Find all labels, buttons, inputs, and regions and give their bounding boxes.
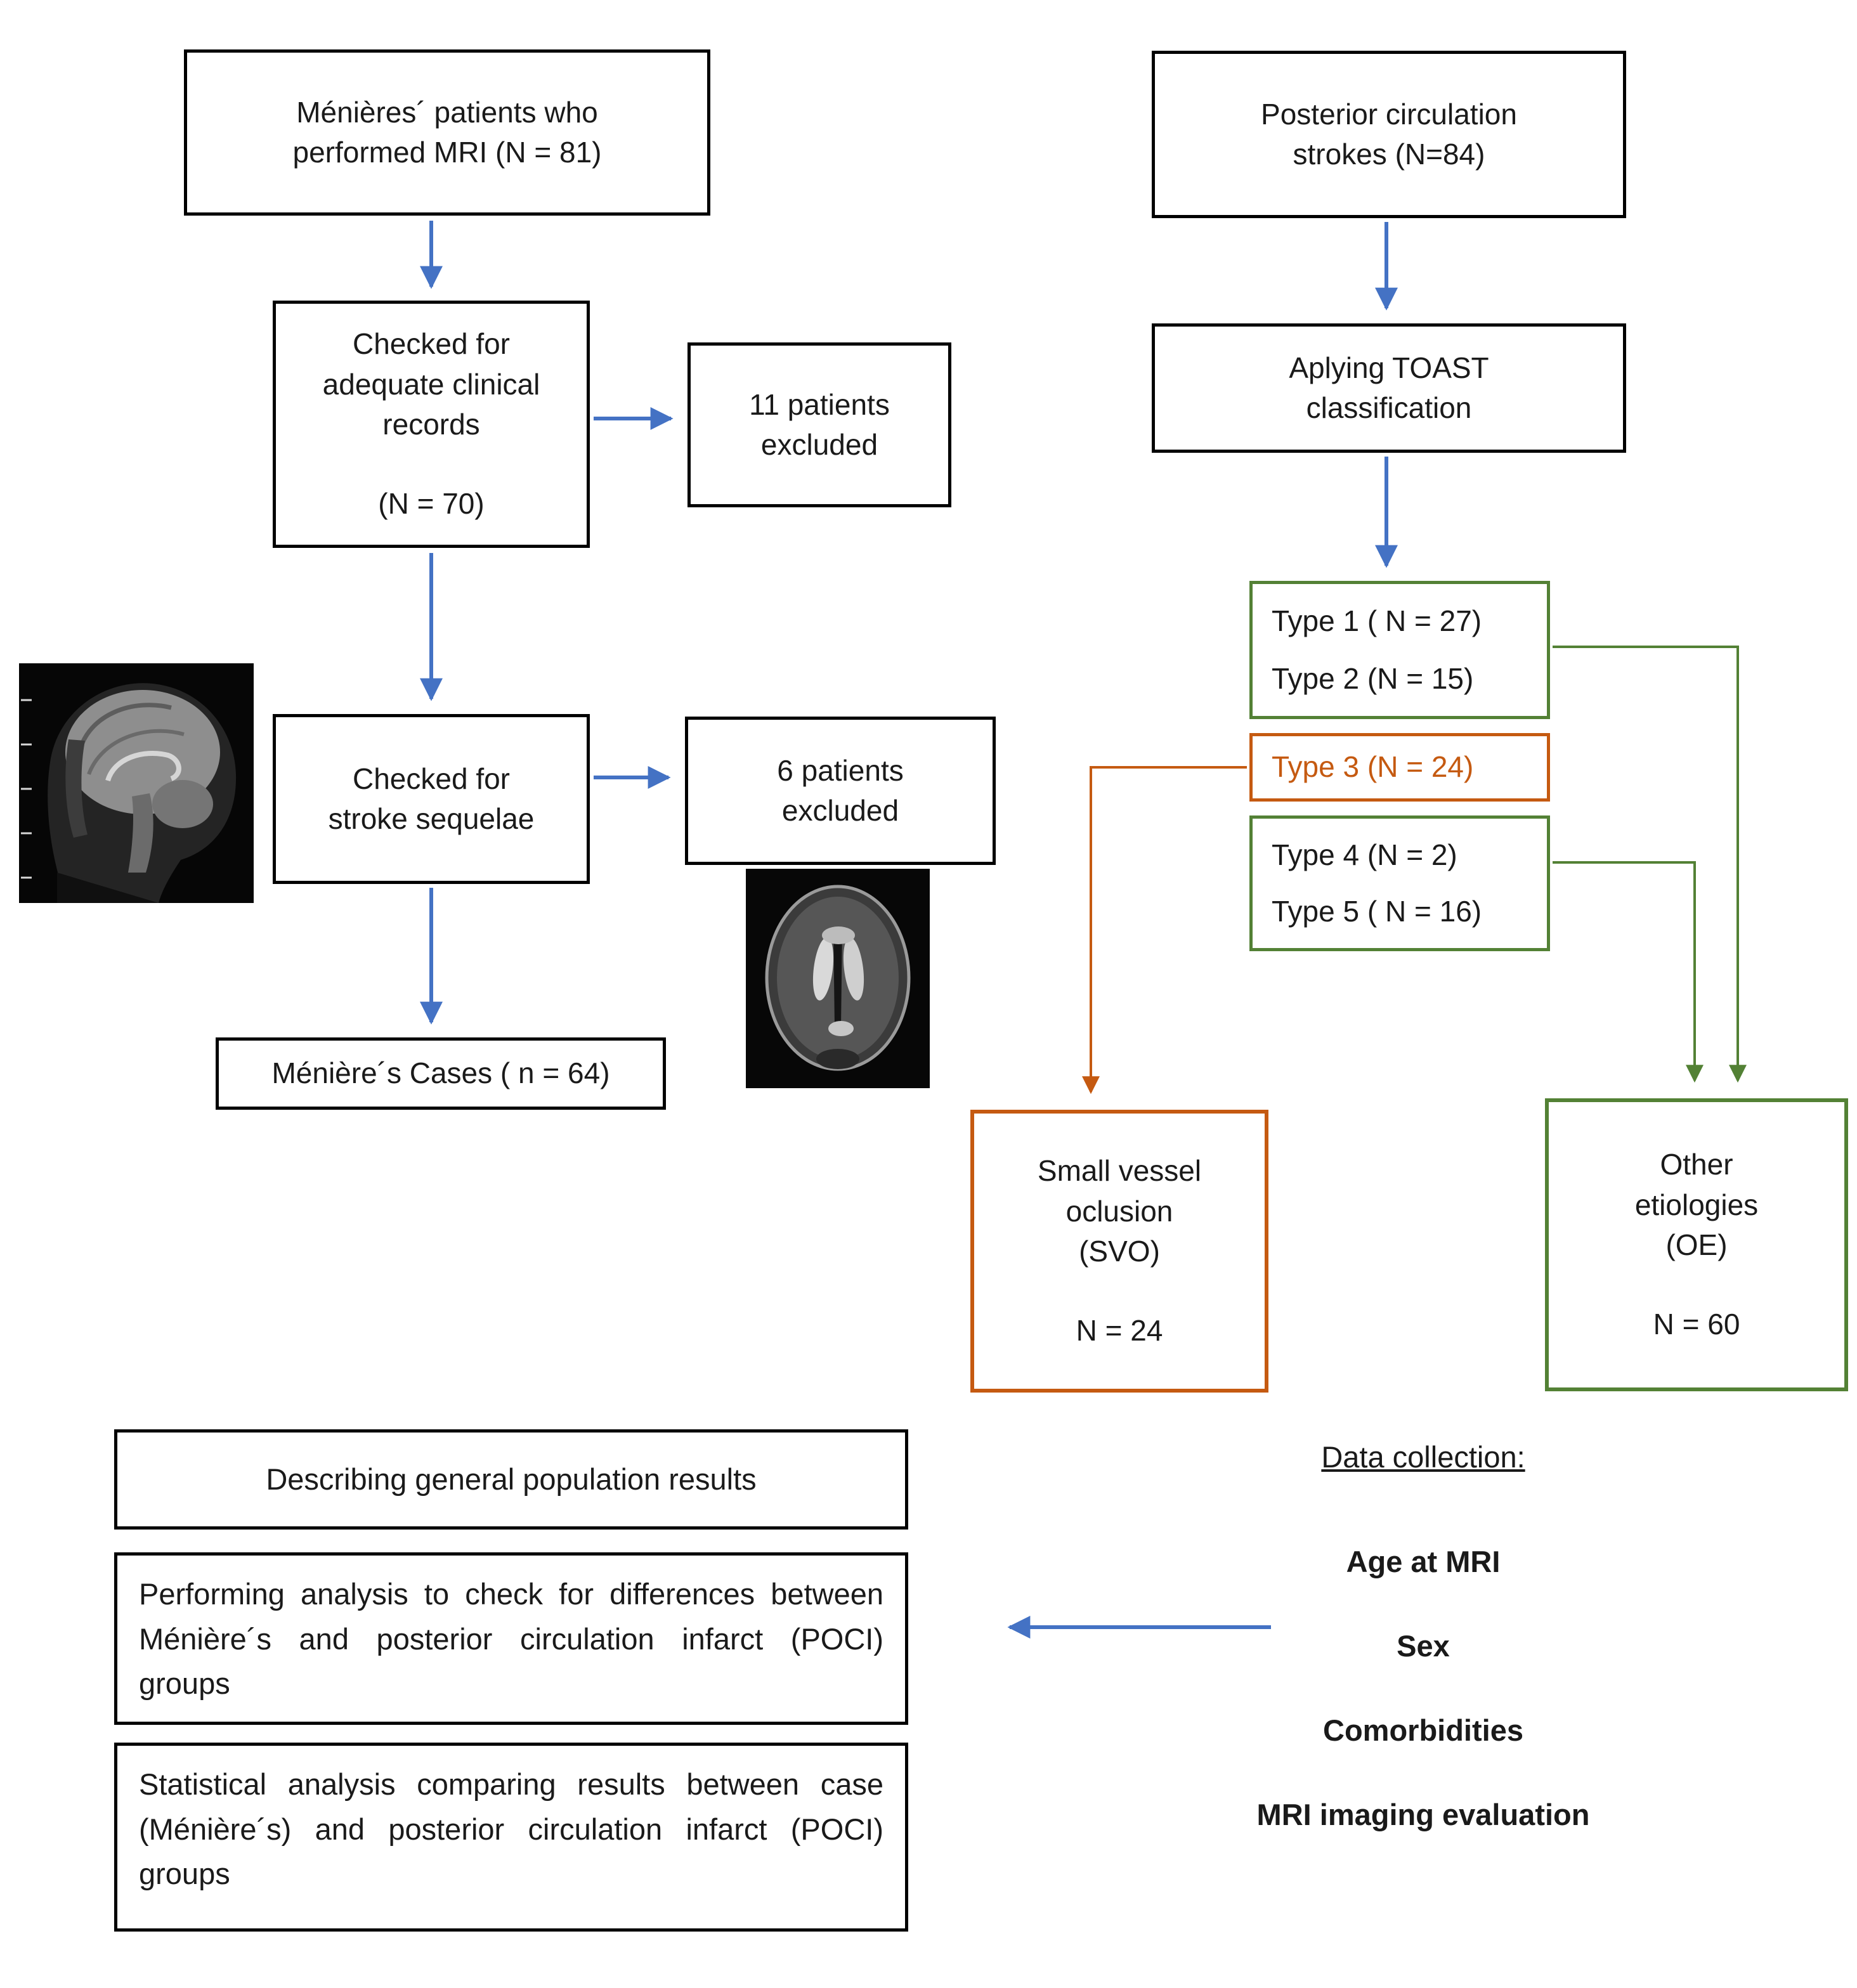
box-meniere-patients-label: Ménières´ patients who performed MRI (N = 81) (292, 95, 602, 169)
oe-line-1: Other (1660, 1148, 1733, 1181)
connector-type12-to-oe (1553, 647, 1738, 1081)
type-5-label: Type 5 ( N = 16) (1272, 894, 1482, 928)
box-meniere-patients (184, 49, 710, 216)
type-4-label: Type 4 (N = 2) (1272, 838, 1457, 871)
data-collection-item-age: Age at MRI (1346, 1545, 1501, 1578)
connector-type45-to-oe (1553, 862, 1695, 1081)
box-type-3 (1249, 733, 1550, 802)
data-collection-item-mri: MRI imaging evaluation (1256, 1798, 1590, 1831)
box-toast-classification (1152, 323, 1626, 453)
box-excluded-6-label: 6 patients excluded (777, 753, 904, 827)
box-meniere-cases-label: Ménière´s Cases ( n = 64) (271, 1056, 610, 1090)
axial-mri-image (746, 869, 930, 1088)
type-2-label: Type 2 (N = 15) (1272, 661, 1474, 695)
box-stroke-sequelae (273, 714, 590, 884)
box-statistical-analysis (114, 1743, 908, 1932)
oe-line-2: etiologies (1634, 1188, 1759, 1221)
sagittal-mri-image (19, 663, 254, 903)
box-performing-analysis-label: Performing analysis to check for differences between Ménière´s and posterior circulation infarct (POCI) groups (139, 1577, 883, 1700)
box-posterior-strokes (1152, 51, 1626, 218)
box-describing-results-label: Describing general population results (266, 1462, 757, 1496)
box-excluded-11-label: 11 patients excluded (749, 387, 890, 461)
box-stroke-sequelae-label: Checked for stroke sequelae (328, 762, 535, 835)
box-toast-classification-label: Aplying TOAST classification (1289, 351, 1489, 424)
box-performing-analysis (114, 1552, 908, 1725)
svo-line-2: oclusion (1065, 1194, 1173, 1228)
type-1-label: Type 1 ( N = 27) (1272, 604, 1482, 638)
box-clinical-records-label: Checked for adequate clinical records (322, 327, 540, 441)
box-posterior-strokes-label: Posterior circulation strokes (N=84) (1261, 97, 1517, 171)
svo-count: N = 24 (1076, 1314, 1163, 1348)
box-svo (970, 1110, 1268, 1393)
box-meniere-cases (216, 1037, 666, 1110)
svo-line-3: (SVO) (1079, 1235, 1160, 1268)
box-clinical-records (273, 301, 590, 548)
type-3-label: Type 3 (N = 24) (1272, 750, 1474, 784)
data-collection-heading: Data collection: (1321, 1440, 1525, 1474)
box-excluded-11 (687, 342, 951, 507)
data-collection-section (1164, 1439, 1682, 1881)
box-clinical-records-count: (N = 70) (378, 487, 485, 521)
box-statistical-analysis-label: Statistical analysis comparing results between case (Ménière´s) and posterior circulation infarct (POCI) groups (139, 1767, 883, 1890)
data-collection-item-comorbidities: Comorbidities (1323, 1713, 1523, 1747)
connector-type3-to-svo (1091, 767, 1247, 1092)
box-type-4-5 (1249, 815, 1550, 951)
oe-line-3: (OE) (1665, 1228, 1728, 1261)
data-collection-item-sex: Sex (1397, 1629, 1450, 1663)
box-type-1-2 (1249, 581, 1550, 719)
box-excluded-6 (685, 717, 996, 865)
oe-count: N = 60 (1653, 1308, 1740, 1341)
box-describing-results (114, 1429, 908, 1530)
svo-line-1: Small vessel (1037, 1154, 1202, 1188)
box-other-etiologies (1545, 1098, 1848, 1391)
